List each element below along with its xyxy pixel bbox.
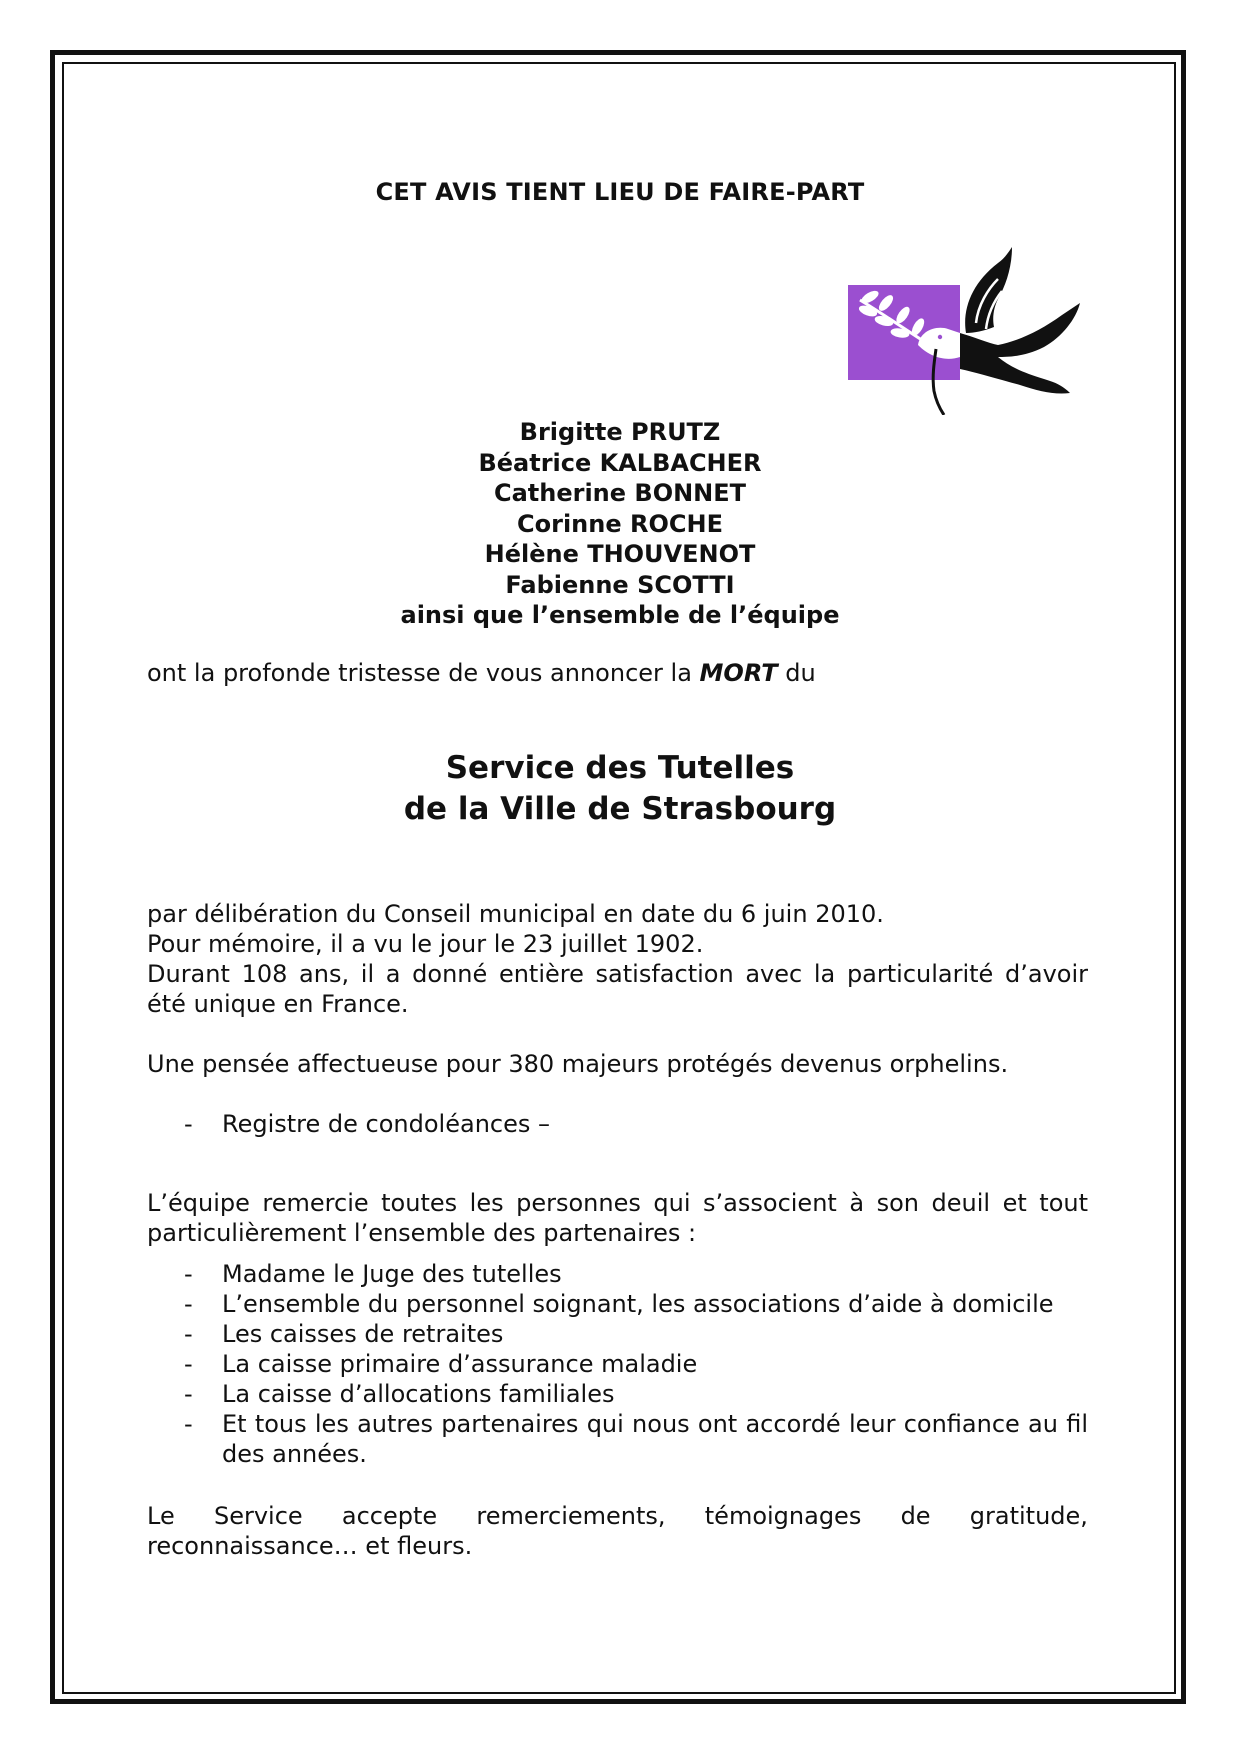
acceptance-word: Service	[213, 1502, 303, 1530]
service-title	[0, 748, 1240, 830]
condolences-register	[147, 1109, 1088, 1139]
acceptance-word: gratitude,	[969, 1502, 1088, 1530]
acceptance-word: Le	[147, 1502, 175, 1530]
list-item-text: Registre de condoléances –	[222, 1110, 550, 1138]
list-dash: -	[184, 1410, 193, 1438]
service-title-line2: de la Ville de Strasbourg	[403, 791, 837, 827]
list-item-text: Madame le Juge des tutelles	[222, 1260, 562, 1288]
paragraph-acceptance	[147, 1501, 1088, 1561]
acceptance-word: de	[900, 1502, 931, 1530]
signatory-name: Béatrice KALBACHER	[478, 448, 762, 477]
list-dash: -	[184, 1290, 193, 1318]
signatories	[0, 417, 1240, 631]
list-item	[147, 1109, 1088, 1139]
dove-with-olive-branch-icon	[848, 245, 1088, 415]
signatory-name: Catherine BONNET	[493, 479, 747, 507]
list-dash: -	[184, 1110, 193, 1138]
signatory-team: ainsi que l’ensemble de l’équipe	[400, 601, 840, 629]
list-dash: -	[184, 1260, 193, 1288]
paragraph-deliberation	[147, 899, 1088, 1019]
list-item-text: La caisse primaire d’assurance maladie	[222, 1350, 698, 1378]
acceptance-word: accepte	[341, 1502, 438, 1530]
acceptance-line1	[147, 1501, 1088, 1531]
acceptance-word: remerciements,	[476, 1502, 666, 1530]
paragraph-line: Pour mémoire, il a vu le jour le 23 juillet 1902.	[147, 930, 704, 958]
list-item	[147, 1349, 1088, 1379]
paragraph-line: par délibération du Conseil municipal en date du 6 juin 2010.	[147, 900, 884, 928]
signatory-name: Brigitte PRUTZ	[519, 418, 721, 446]
service-title-line1: Service des Tutelles	[445, 750, 795, 786]
list-item-text: La caisse d’allocations familiales	[222, 1380, 615, 1408]
announcement-before: ont la profonde tristesse de vous annoncer la	[147, 659, 700, 687]
announcement-emphasis: MORT	[699, 659, 778, 687]
paragraph-thanks: L’équipe remercie toutes les personnes qui s’associent à son deuil et tout particulièrement l’ensemble des partenaires :	[147, 1189, 1088, 1247]
list-item-text: Et tous les autres partenaires qui nous ont accordé leur confiance au fil des années.	[222, 1410, 1088, 1468]
acceptance-line2: reconnaissance… et fleurs.	[147, 1532, 473, 1560]
signatory-name: Hélène THOUVENOT	[484, 540, 756, 568]
notice-heading: CET AVIS TIENT LIEU DE FAIRE-PART	[375, 178, 865, 206]
list-item-text: L’ensemble du personnel soignant, les associations d’aide à domicile	[222, 1290, 1054, 1318]
list-item	[147, 1259, 1088, 1289]
signatory-name: Fabienne SCOTTI	[505, 570, 735, 599]
paragraph-line: Durant 108 ans, il a donné entière satisfaction avec la particularité d’avoir été unique en France.	[147, 960, 1088, 1018]
list-dash: -	[184, 1380, 193, 1408]
list-dash: -	[184, 1350, 193, 1378]
list-item	[147, 1379, 1088, 1409]
list-item-text: Les caisses de retraites	[222, 1320, 504, 1348]
partners-list	[147, 1259, 1088, 1469]
list-item	[147, 1319, 1088, 1349]
paragraph-thought: Une pensée affectueuse pour 380 majeurs protégés devenus orphelins.	[147, 1050, 1009, 1078]
acceptance-word: témoignages	[704, 1502, 862, 1530]
list-dash: -	[184, 1320, 193, 1348]
list-item	[147, 1409, 1088, 1469]
announcement-after: du	[777, 659, 816, 687]
signatory-name: Corinne ROCHE	[517, 509, 723, 538]
list-item	[147, 1289, 1088, 1319]
announcement	[147, 658, 1088, 688]
